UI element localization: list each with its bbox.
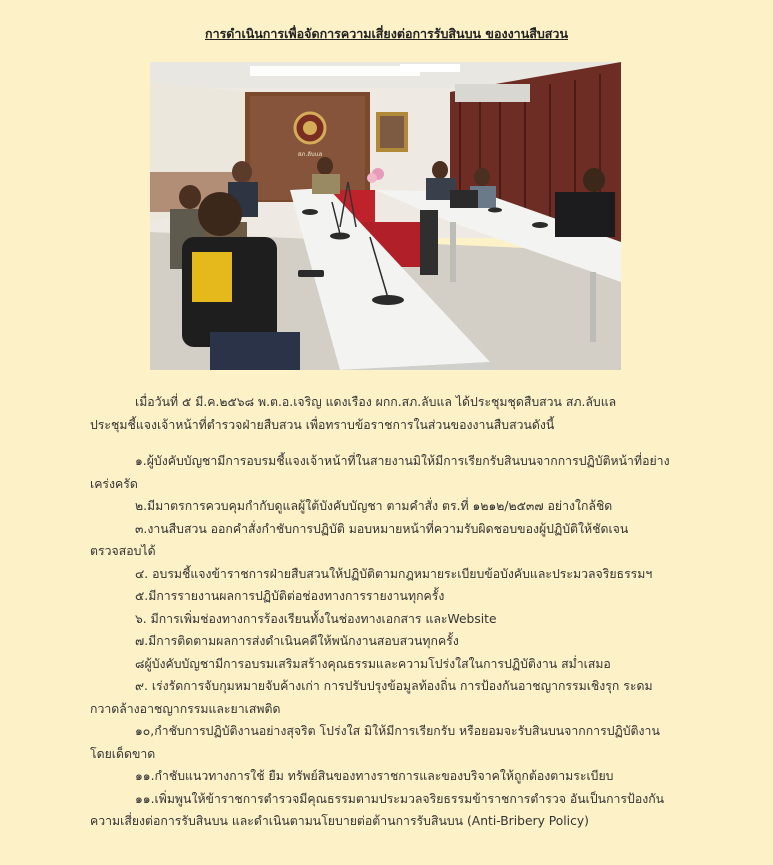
wall-sign: สภ.ลับแล: [297, 151, 323, 158]
list-item-7: ๗.มีการติดตามผลการส่งดำเนินคดีให้พนักงานสอบสวนทุกครั้ง: [135, 634, 459, 648]
list-item-12-cont: ความเสี่ยงต่อการรับสินบน และดำเนินตามนโยบายต่อต้านการรับสินบน (Anti-Bribery Policy): [90, 814, 589, 828]
list-item-4: ๔. อบรมชี้แจงข้าราชการฝ่ายสืบสวนให้ปฏิบัติตามกฎหมายระเบียบข้อบังคับและประมวลจริยธรรมฯ: [135, 566, 653, 581]
intro-line-2: ประชุมชี้แจงเจ้าหน้าที่ตำรวจฝ่ายสืบสวน เพื่อทราบข้อราชการในส่วนของงานสืบสวนดังนี้: [90, 417, 555, 432]
list-item-2: ๒.มีมาตรการควบคุมกำกับดูแลผู้ใต้บังคับบัญชา ตามคำสั่ง ตร.ที่ ๑๒๑๒/๒๕๓๗ อย่างใกล้ชิด: [135, 499, 613, 513]
list-item-10: ๑๐,กำชับการปฏิบัติงานอย่างสุจริต โปร่งใส มิให้มีการเรียกรับ หรือยอมจะรับสินบนจากการปฏิบัติงาน: [135, 724, 660, 738]
list-item-8: ๘ผู้บังคับบัญชามีการอบรมเสริมสร้างคุณธรรมและความโปร่งใสในการปฏิบัติงาน สม่ำเสมอ: [135, 656, 611, 671]
list-item-3-cont: ตรวจสอบได้: [90, 544, 156, 558]
list-item-12: ๑๑.เพิ่มพูนให้ข้าราชการตำรวจมีคุณธรรมตามประมวลจริยธรรมข้าราชการตำรวจ อันเป็นการป้องกัน: [135, 791, 665, 806]
article-body: [90, 391, 690, 833]
list-item-11: ๑๑.กำชับแนวทางการใช้ ยืม ทรัพย์สินของทางราชการและของบริจาคให้ถูกต้องตามระเบียบ: [135, 769, 614, 783]
paragraph-gap: [90, 436, 690, 444]
meeting-photo: [150, 62, 621, 370]
list-item-10-cont: โดยเด็ดขาด: [90, 746, 156, 761]
list-item-5: ๕.มีการรายงานผลการปฏิบัติต่อช่องทางการรายงานทุกครั้ง: [135, 589, 445, 603]
list-item-6: ๖. มีการเพิ่มช่องทางการร้องเรียนทั้งในช่องทางเอกสาร และWebsite: [135, 611, 497, 626]
list-item-1: ๑.ผู้บังคับบัญชามีการอบรมชี้แจงเจ้าหน้าที่ในสายงานมิให้มีการเรียกรับสินบนจากการปฏิบัติหน้าที่อย่าง: [135, 454, 670, 468]
list-item-9: ๙. เร่งรัดการจับกุมหมายจับค้างเก่า การปรับปรุงข้อมูลท้องถิ่น การป้องกันอาชญากรรมเชิงรุก ระดม: [135, 679, 653, 693]
list-item-3: ๓.งานสืบสวน ออกคำสั่งกำชับการปฏิบัติ มอบหมายหน้าที่ความรับผิดชอบของผู้ปฏิบัติให้ชัดเจน: [135, 521, 629, 536]
list-item-1-cont: เคร่งครัด: [90, 476, 138, 491]
list-item-9-cont: กวาดล้างอาชญากรรมและยาเสพติด: [90, 701, 281, 716]
page-title: การดำเนินการเพื่อจัดการความเสี่ยงต่อการรับสินบน ของงานสืบสวน: [205, 26, 568, 41]
intro-line-1: เมื่อวันที่ ๕ มี.ค.๒๕๖๘ พ.ต.อ.เจริญ แดงเรือง ผกก.สภ.ลับแล ได้ประชุมชุดสืบสวน สภ.ลับแล: [135, 395, 617, 409]
meeting-room-illustration: [150, 62, 621, 370]
